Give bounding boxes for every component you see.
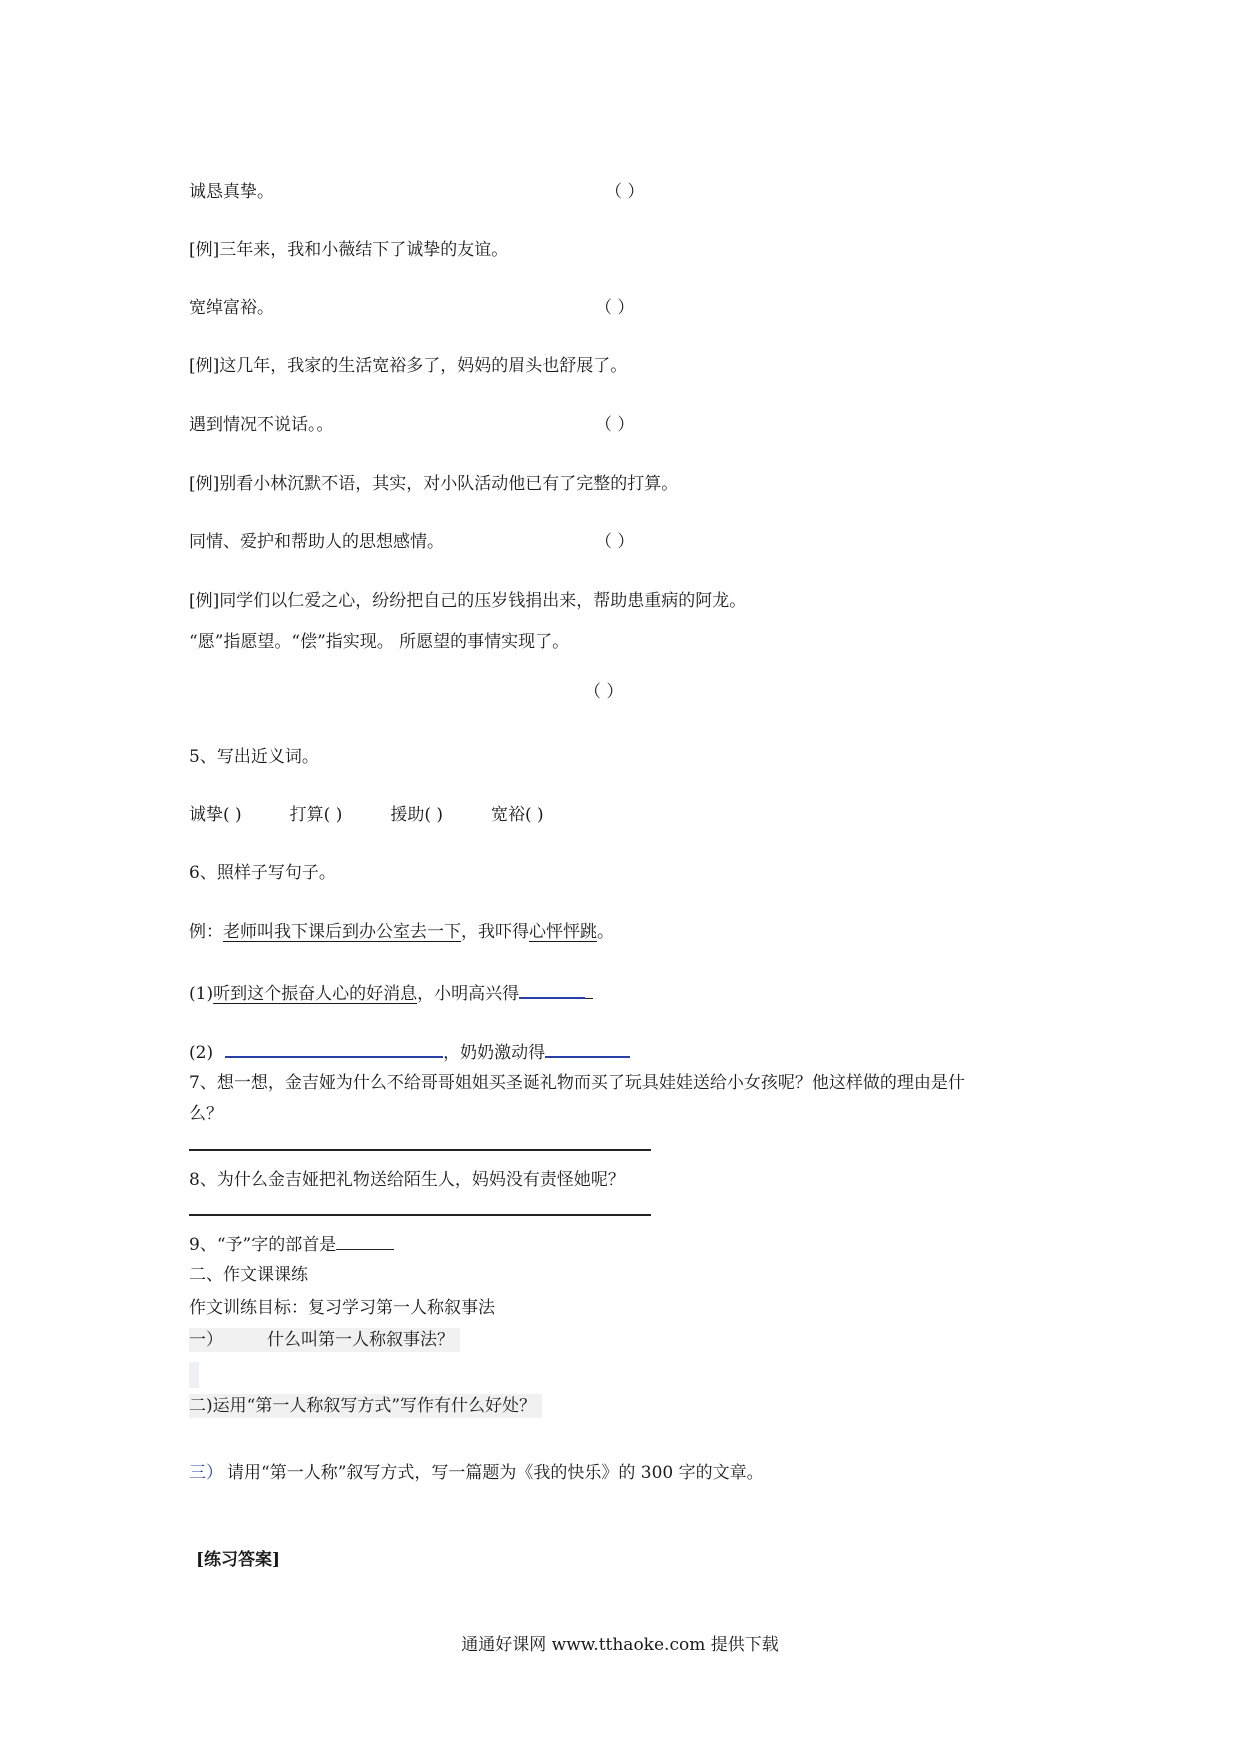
answer-blank-tail xyxy=(585,980,593,999)
synonym-item: 诚挚( ) xyxy=(189,805,242,825)
definition-2: 宽绰富裕。 xyxy=(189,298,274,318)
definition-4: 同情、爱护和帮助人的思想感情。 xyxy=(189,532,444,552)
synonym-row xyxy=(189,803,544,827)
sentence-1-number: (1) xyxy=(189,984,214,1004)
example-end: 。 xyxy=(597,922,614,942)
composition-goal: 作文训练目标：复习学习第一人称叙事法 xyxy=(189,1298,495,1318)
answer-blank[interactable] xyxy=(519,979,585,999)
sentence-1 xyxy=(189,979,593,1006)
answer-paren-1: （ ） xyxy=(605,182,645,202)
example-underlined-1: 老师叫我下课后到办公室去一下 xyxy=(223,922,461,942)
example-2: [例]这几年，我家的生活宽裕多了，妈妈的眉头也舒展了。 xyxy=(189,356,628,376)
footer-credit: 通通好课网 www.tthaoke.com 提供下载 xyxy=(461,1635,779,1655)
sentence-2-rest: ，奶奶激动得 xyxy=(443,1043,546,1063)
example-3: [例]别看小林沉默不语，其实，对小队活动他已有了完整的打算。 xyxy=(189,474,679,494)
question-6-title: 6、照样子写句子。 xyxy=(189,863,336,883)
definition-1: 诚恳真挚。 xyxy=(189,182,274,202)
answer-blank[interactable] xyxy=(225,1038,443,1058)
answer-line-8[interactable] xyxy=(189,1214,651,1216)
answer-paren-5: （ ） xyxy=(584,682,624,702)
question-9 xyxy=(189,1231,394,1257)
question-7-line-1: 7、想一想，金吉娅为什么不给哥哥姐姐买圣诞礼物而买了玩具娃娃送给小女孩呢？他这样做的理由是什 xyxy=(189,1073,965,1093)
question-8: 8、为什么金吉娅把礼物送给陌生人，妈妈没有责怪她呢？ xyxy=(189,1170,625,1190)
sentence-1-rest: ，小明高兴得 xyxy=(417,984,520,1004)
question-5-title: 5、写出近义词。 xyxy=(189,747,319,767)
composition-point-3 xyxy=(189,1461,764,1485)
example-mid: ，我吓得 xyxy=(461,922,529,942)
point-1-text: 什么叫第一人称叙事法？ xyxy=(267,1330,454,1350)
point-1-number: 一） xyxy=(189,1330,223,1350)
answer-line-7[interactable] xyxy=(189,1149,651,1151)
answer-blank[interactable] xyxy=(336,1231,394,1250)
example-prefix: 例： xyxy=(189,922,223,942)
question-7-line-2: 么？ xyxy=(189,1104,223,1124)
sentence-2-number: (2) xyxy=(189,1043,214,1063)
shaded-marker xyxy=(189,1362,199,1388)
point-3-text: 请用“第一人称”叙写方式，写一篇题为《我的快乐》的 300 字的文章。 xyxy=(227,1463,764,1483)
point-3-number: 三） xyxy=(189,1463,223,1483)
synonym-item: 援助( ) xyxy=(390,805,444,825)
definition-5: “愿”指愿望。“偿”指实现。 所愿望的事情实现了。 xyxy=(189,632,570,652)
synonym-item: 宽裕( ) xyxy=(491,805,544,825)
example-1: [例]三年来，我和小薇结下了诚挚的友谊。 xyxy=(189,240,509,260)
question-9-text: 9、“予”字的部首是 xyxy=(189,1235,337,1255)
answer-paren-3: （ ） xyxy=(595,415,635,435)
example-4: [例]同学们以仁爱之心，纷纷把自己的压岁钱捐出来，帮助患重病的阿龙。 xyxy=(189,591,747,611)
sentence-1-underlined: 听到这个振奋人心的好消息 xyxy=(213,984,418,1004)
composition-point-1 xyxy=(189,1328,460,1352)
example-underlined-2: 心怦怦跳 xyxy=(529,922,597,942)
answer-paren-2: （ ） xyxy=(595,298,635,318)
composition-point-2: 二)运用“第一人称叙写方式”写作有什么好处？ xyxy=(189,1394,542,1418)
answers-heading: [练习答案] xyxy=(196,1550,281,1570)
synonym-item: 打算( ) xyxy=(289,805,343,825)
sentence-2 xyxy=(189,1038,630,1065)
composition-heading: 二、作文课课练 xyxy=(189,1265,308,1285)
answer-blank[interactable] xyxy=(545,1038,630,1058)
answer-paren-4: （ ） xyxy=(595,532,635,552)
definition-3: 遇到情况不说话。。 xyxy=(189,415,334,435)
example-sentence xyxy=(189,920,614,944)
